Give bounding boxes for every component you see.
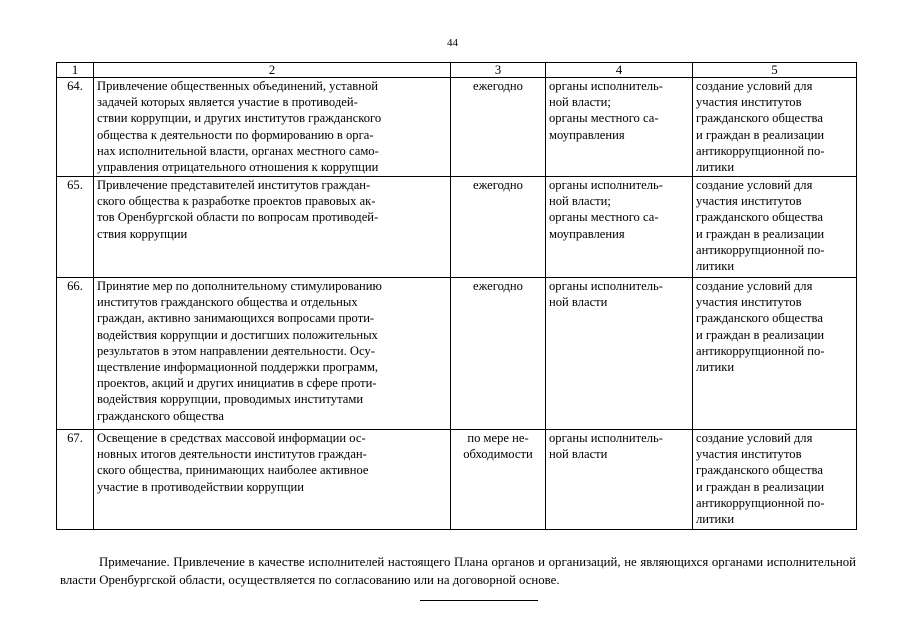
period-cell-line: ежегодно	[473, 79, 523, 93]
closing-rule	[420, 600, 538, 601]
measure-cell-line: результатов в этом направлении деятельности. Осу-	[97, 343, 375, 358]
note-paragraph: Примечание. Привлечение в качестве исполнителей настоящего Плана органов и организаций, не являющихся органами исполнительной власти Оренбургской области, осуществляется по согласованию или на договорной основе.	[60, 555, 856, 587]
measure-cell-line: Освещение в средствах массовой информации ос-	[97, 431, 366, 445]
result-cell	[693, 78, 857, 177]
table-header-row	[57, 63, 857, 78]
result-cell-line: литики	[696, 360, 735, 375]
header-col-3: 3	[451, 63, 546, 78]
period-cell-line: обходимости	[463, 447, 533, 462]
result-cell-line: литики	[696, 160, 735, 175]
result-cell-line: и граждан в реализации	[696, 479, 825, 494]
executors-cell-line: органы исполнитель-	[549, 279, 663, 293]
measure-cell-line: гражданского общества	[97, 408, 224, 423]
result-cell	[693, 177, 857, 278]
header-col-1: 1	[57, 63, 94, 78]
executors-cell-line: моуправления	[549, 226, 625, 241]
executors-cell-line: ной власти;	[549, 194, 611, 209]
table-row	[57, 177, 857, 278]
result-cell-line: и граждан в реализации	[696, 127, 825, 142]
row-number: 64.	[57, 78, 94, 177]
table-row	[57, 430, 857, 530]
measure-cell-line: граждан, активно занимающихся вопросами проти-	[97, 311, 375, 326]
page-number: 44	[447, 37, 458, 49]
executors-cell	[546, 177, 693, 278]
result-cell-line: создание условий для	[696, 79, 813, 93]
executors-cell-line: органы исполнитель-	[549, 178, 663, 192]
result-cell-line: литики	[696, 512, 735, 527]
executors-cell-line: органы местного са-	[549, 210, 659, 225]
period-cell-line: ежегодно	[473, 279, 523, 293]
executors-cell	[546, 78, 693, 177]
result-cell-line: гражданского общества	[696, 311, 823, 326]
result-cell	[693, 278, 857, 430]
measure-cell-line: ского общества, принимающих наиболее активное	[97, 463, 369, 478]
result-cell-line: антикоррупционной по-	[696, 495, 825, 510]
row-number: 67.	[57, 430, 94, 530]
measure-cell-line: Привлечение представителей институтов граждан-	[97, 178, 371, 192]
measure-cell	[94, 78, 451, 177]
result-cell-line: гражданского общества	[696, 463, 823, 478]
result-cell-line: антикоррупционной по-	[696, 143, 825, 158]
executors-cell-line: моуправления	[549, 127, 625, 142]
header-col-4: 4	[546, 63, 693, 78]
measure-cell-line: нах исполнительной власти, органах местного само-	[97, 143, 379, 158]
result-cell-line: создание условий для	[696, 279, 813, 293]
executors-cell-line: органы исполнитель-	[549, 79, 663, 93]
result-cell-line: антикоррупционной по-	[696, 242, 825, 257]
period-cell	[451, 177, 546, 278]
measure-cell-line: проектов, акций и других инициатив в сфере проти-	[97, 376, 377, 391]
result-cell-line: участия институтов	[696, 194, 802, 209]
result-cell	[693, 430, 857, 530]
table-row	[57, 78, 857, 177]
executors-cell-line: ной власти	[549, 295, 608, 310]
period-cell	[451, 430, 546, 530]
measure-cell-line: ствия коррупции	[97, 226, 188, 241]
result-cell-line: участия институтов	[696, 447, 802, 462]
result-cell-line: создание условий для	[696, 431, 813, 445]
result-cell-line: и граждан в реализации	[696, 226, 825, 241]
measure-cell-line: ского общества к разработке проектов правовых ак-	[97, 194, 376, 209]
executors-cell-line: органы местного са-	[549, 111, 659, 126]
result-cell-line: антикоррупционной по-	[696, 343, 825, 358]
result-cell-line: гражданского общества	[696, 111, 823, 126]
result-cell-line: литики	[696, 259, 735, 274]
result-cell-line: и граждан в реализации	[696, 327, 825, 342]
measure-cell	[94, 430, 451, 530]
measure-cell-line: общества к деятельности по формированию в орга-	[97, 127, 374, 142]
row-number: 65.	[57, 177, 94, 278]
measure-cell-line: ществление информационной поддержки программ,	[97, 360, 379, 375]
executors-cell-line: ной власти;	[549, 95, 611, 110]
period-cell-line: ежегодно	[473, 178, 523, 192]
table-row	[57, 278, 857, 430]
result-cell-line: гражданского общества	[696, 210, 823, 225]
measure-cell-line: Принятие мер по дополнительному стимулированию	[97, 279, 382, 293]
measure-cell-line: водействия коррупции, проводимых институтами	[97, 392, 364, 407]
measure-cell-line: институтов гражданского общества и отдельных	[97, 295, 358, 310]
header-col-2: 2	[94, 63, 451, 78]
measure-cell-line: участие в противодействии коррупции	[97, 479, 304, 494]
period-cell	[451, 78, 546, 177]
measures-table	[56, 62, 857, 530]
result-cell-line: создание условий для	[696, 178, 813, 192]
period-cell-line: по мере не-	[467, 431, 529, 445]
header-col-5: 5	[693, 63, 857, 78]
measure-cell-line: тов Оренбургской области по вопросам противодей-	[97, 210, 379, 225]
measure-cell-line: управления отрицательного отношения к коррупции	[97, 160, 379, 175]
row-number: 66.	[57, 278, 94, 430]
measure-cell-line: Привлечение общественных объединений, уставной	[97, 79, 379, 93]
measure-cell-line: новных итогов деятельности институтов граждан-	[97, 447, 367, 462]
executors-cell	[546, 278, 693, 430]
period-cell	[451, 278, 546, 430]
result-cell-line: участия институтов	[696, 295, 802, 310]
measure-cell-line: водействия коррупции и достигших положительных	[97, 327, 378, 342]
measure-cell-line: задачей которых является участие в противодей-	[97, 95, 358, 110]
executors-cell	[546, 430, 693, 530]
measure-cell	[94, 177, 451, 278]
measure-cell	[94, 278, 451, 430]
executors-cell-line: ной власти	[549, 447, 608, 462]
measure-cell-line: ствии коррупции, и других институтов гражданского	[97, 111, 382, 126]
result-cell-line: участия институтов	[696, 95, 802, 110]
executors-cell-line: органы исполнитель-	[549, 431, 663, 445]
